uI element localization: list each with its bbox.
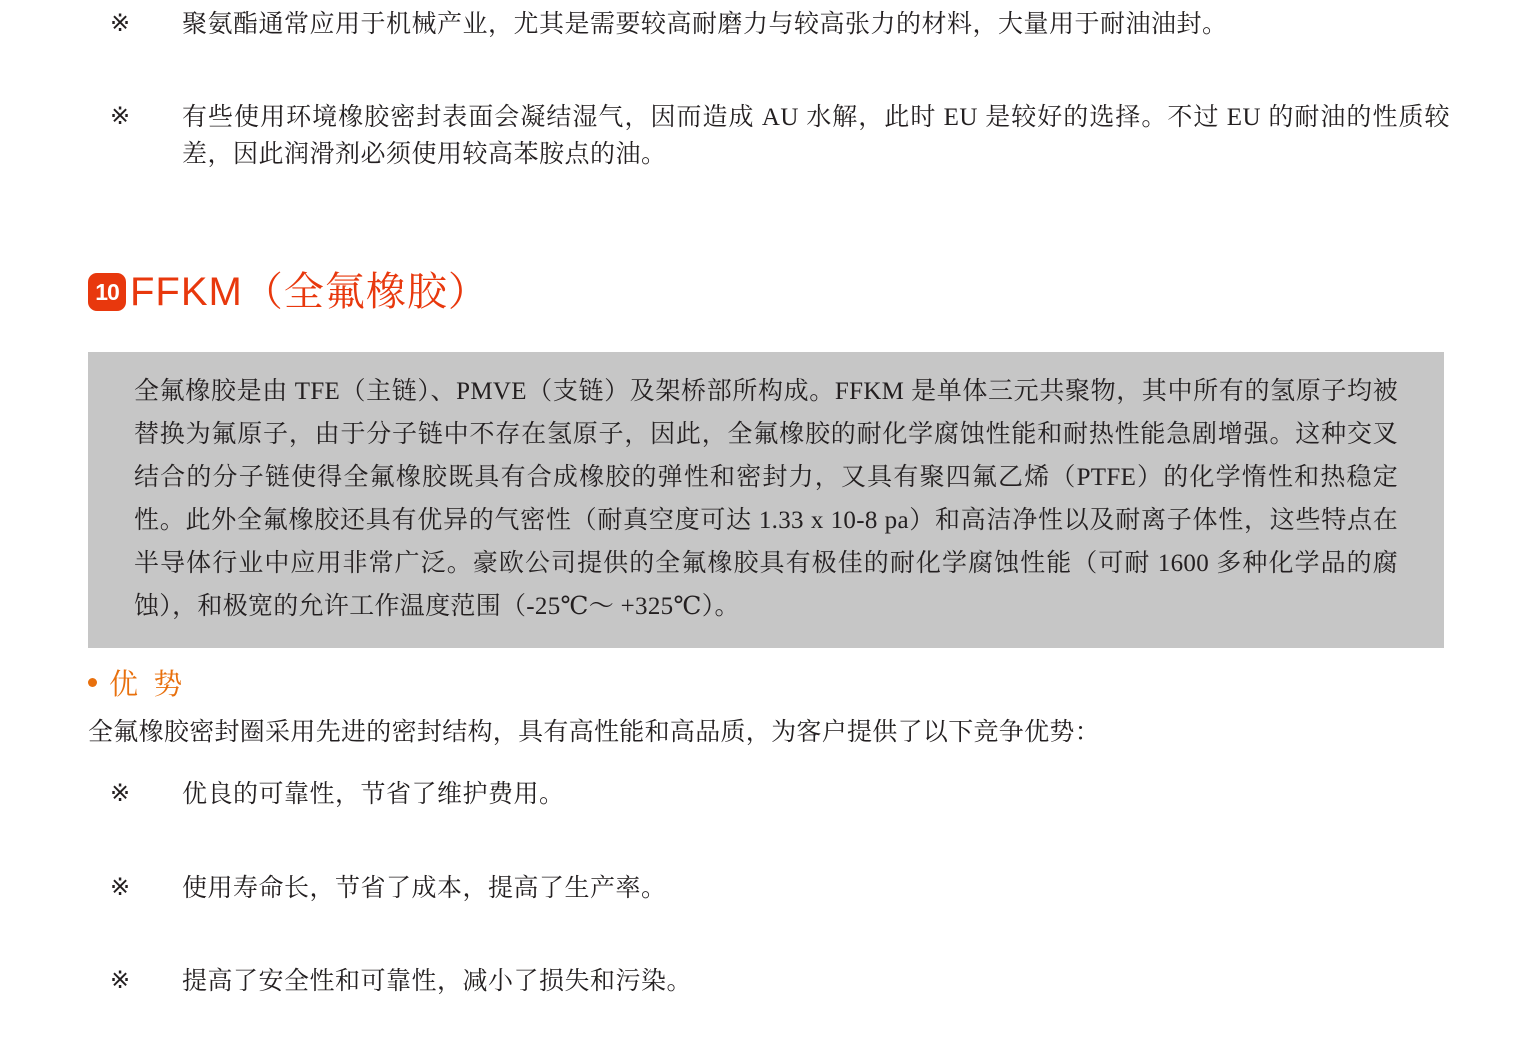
note-item — [90, 99, 1480, 174]
note-text: 提高了安全性和可靠性，减小了损失和污染。 — [182, 968, 693, 995]
note-marker-icon: ※ — [110, 968, 131, 994]
note-text: 有些使用环境橡胶密封表面会凝结湿气，因而造成 AU 水解，此时 EU 是较好的选择。不过 EU 的耐油的性质较差，因此润滑剂必须使用较高苯胺点的油。 — [182, 103, 1450, 168]
note-text: 优良的可靠性，节省了维护费用。 — [182, 781, 565, 808]
section-description: 全氟橡胶是由 TFE（主链）、PMVE（支链）及架桥部所构成。FFKM 是单体三元共聚物，其中所有的氢原子均被替换为氟原子，由于分子链中不存在氢原子，因此，全氟橡胶的耐化学腐蚀性能和耐热性能急剧增强。这种交叉结合的分子链使得全氟橡胶既具有合成橡胶的弹性和密封力，又具有聚四氟乙烯（PTFE）的化学惰性和热稳定性。此外全氟橡胶还具有优异的气密性（耐真空度可达 1.33 x 10-8 pa）和高洁净性以及耐离子体性，这些特点在半导体行业中应用非常广泛。豪欧公司提供的全氟橡胶具有极佳的耐化学腐蚀性能（可耐 1600 多种化学品的腐蚀），和极宽的允许工作温度范围（-25℃～ +325℃）。 — [88, 352, 1444, 648]
page-title — [130, 269, 489, 314]
note-item — [90, 6, 1480, 44]
top-notes-block — [90, 0, 1480, 174]
note-marker-icon: ※ — [110, 874, 131, 901]
section-number-badge: 10 — [88, 273, 126, 311]
note-text: 聚氨酯通常应用于机械产业，尤其是需要较高耐磨力与较高张力的材料，大量用于耐油油封。 — [182, 11, 1228, 38]
section-title-latin: FFKM — [130, 270, 243, 314]
section-heading — [88, 269, 489, 314]
list-item — [90, 776, 1480, 814]
list-item — [90, 963, 1480, 1001]
section-title-cn: （全氟橡胶） — [242, 269, 489, 314]
advantage-list — [90, 776, 1480, 1001]
note-marker-icon: ※ — [110, 11, 131, 37]
advantage-intro: 全氟橡胶密封圈采用先进的密封结构，具有高性能和高品质，为客户提供了以下竞争优势： — [88, 719, 1101, 746]
list-item — [90, 870, 1480, 908]
note-marker-icon: ※ — [110, 781, 131, 807]
advantage-heading — [88, 662, 186, 703]
note-text: 使用寿命长，节省了成本，提高了生产率。 — [182, 874, 667, 902]
note-marker-icon: ※ — [110, 103, 131, 130]
bullet-dot-icon — [88, 678, 97, 687]
advantage-label: 优 势 — [109, 669, 187, 701]
